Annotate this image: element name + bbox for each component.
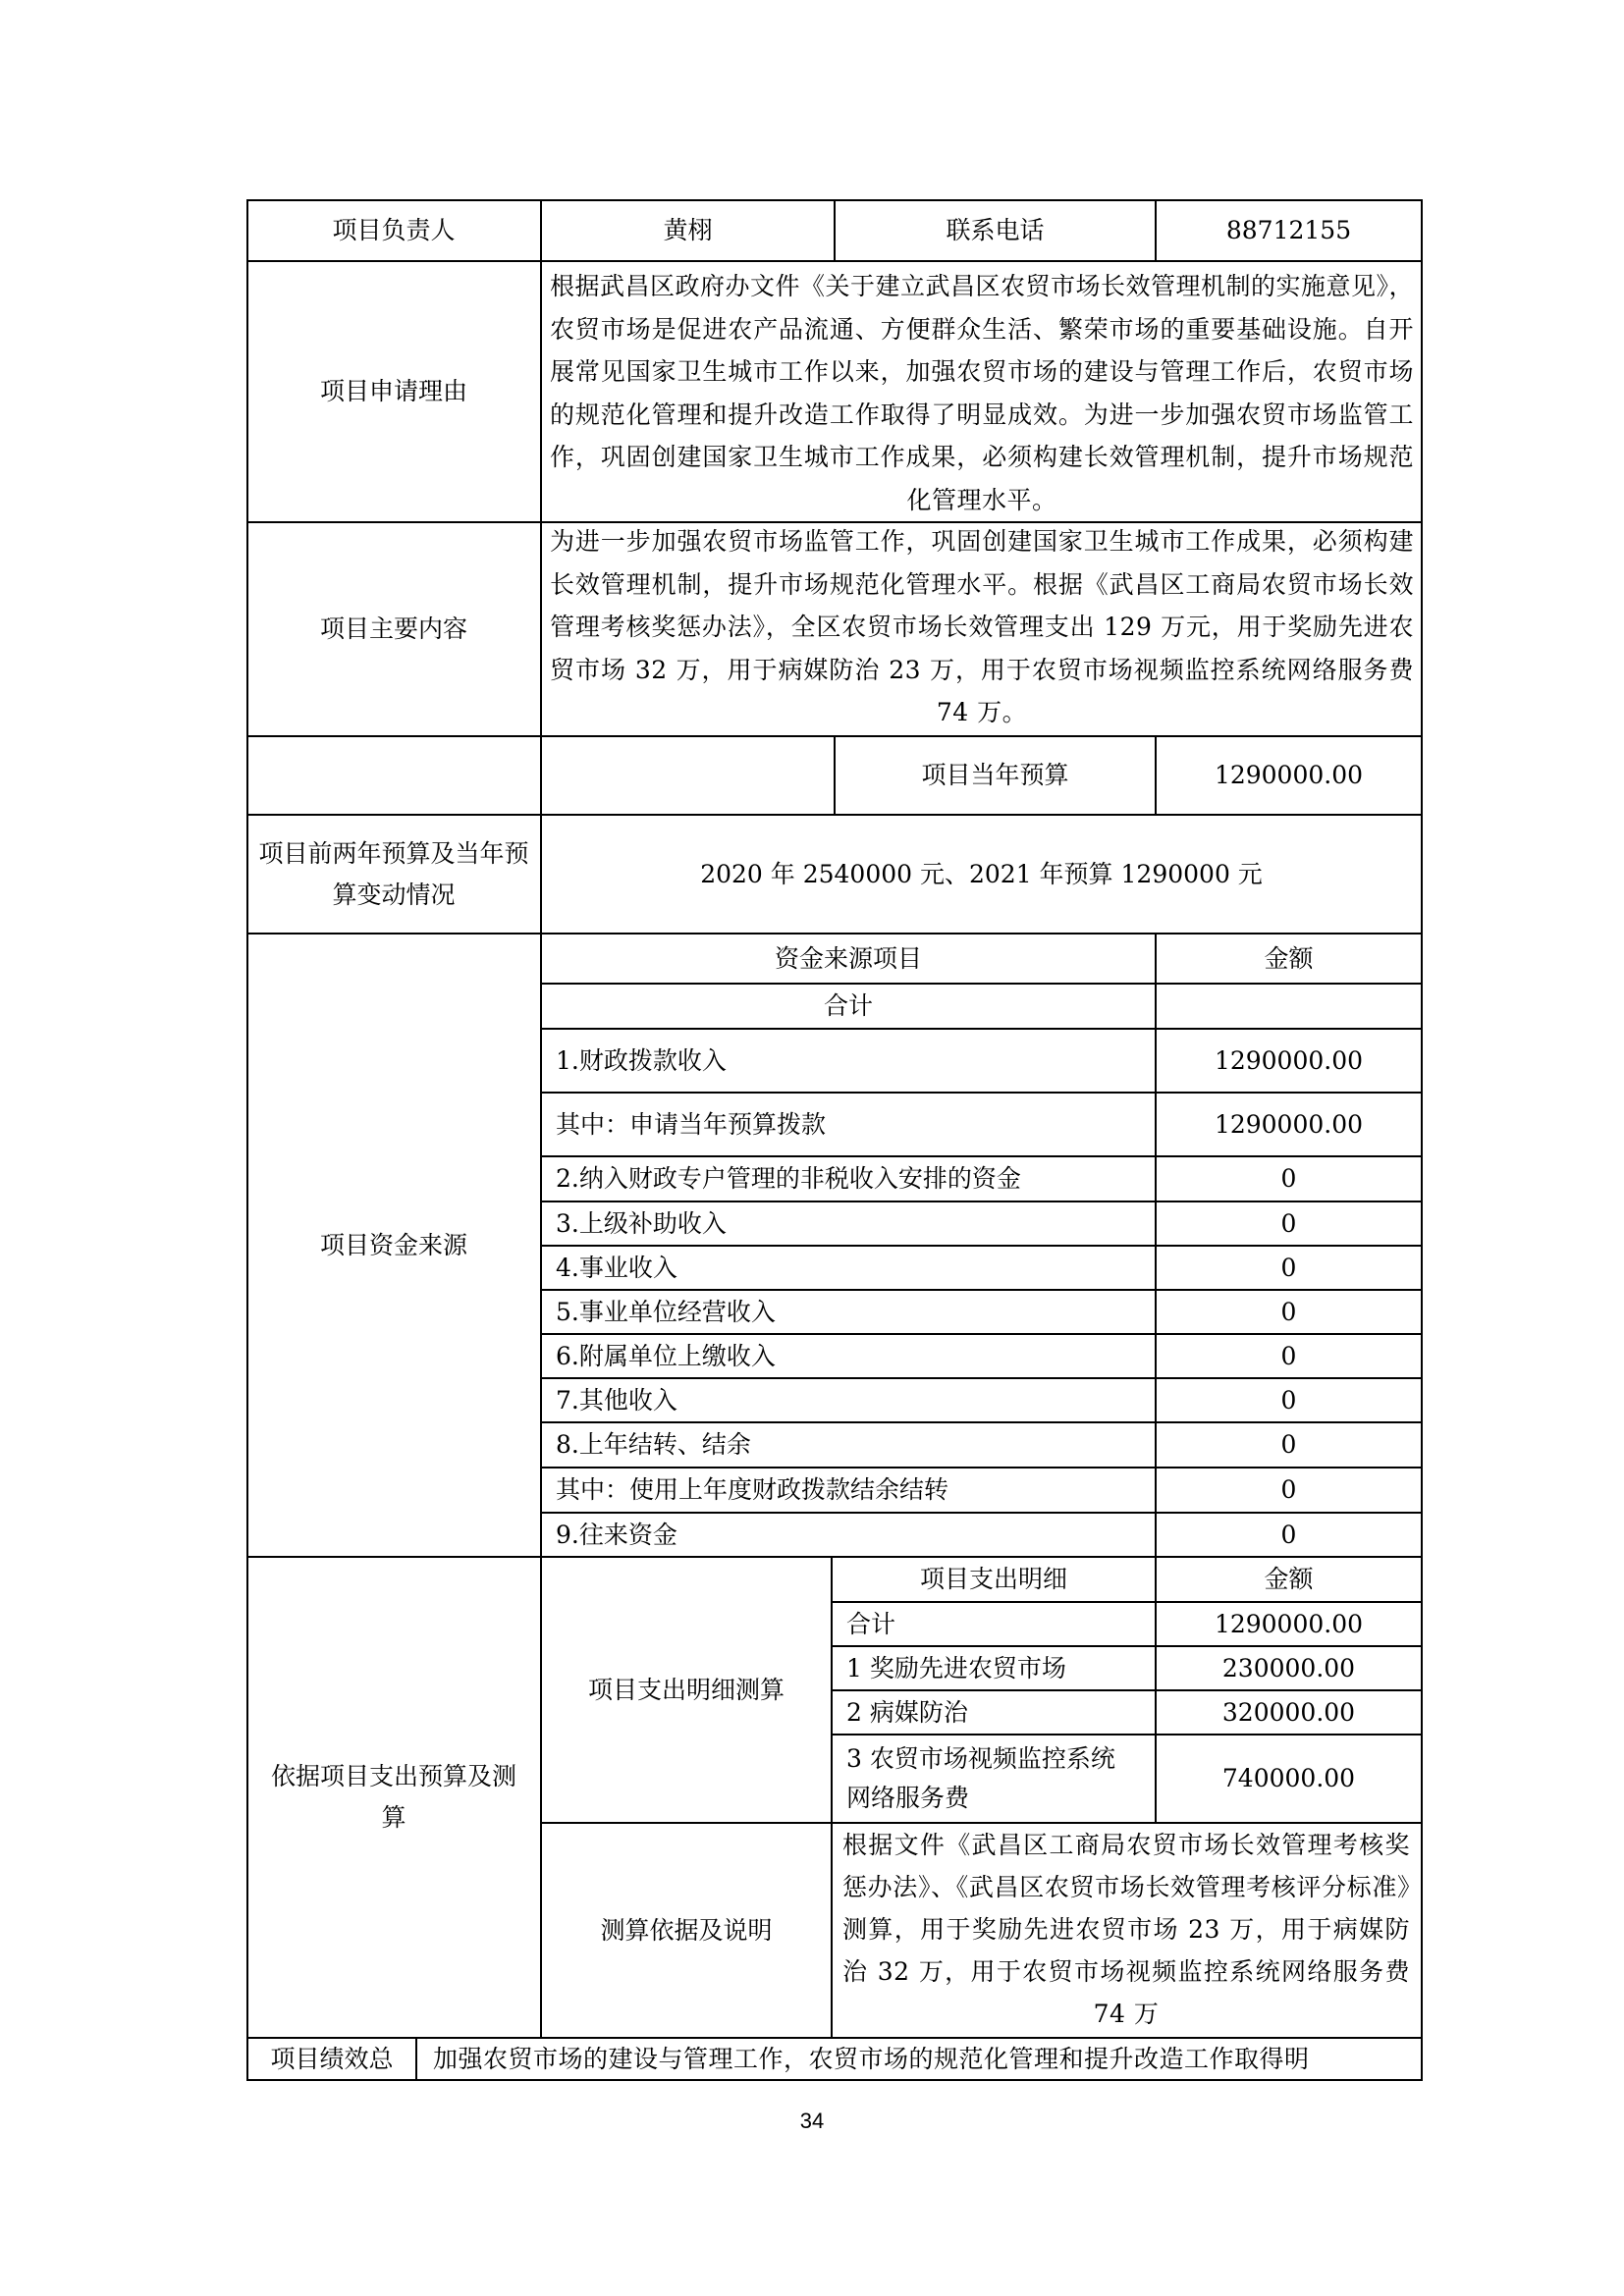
performance-label: 项目绩效总 [270,2044,394,2073]
expense-row-amount: 320000.00 [1221,1697,1356,1727]
funding-row-amount: 0 [1280,1385,1297,1415]
budget-value: 1290000.00 [1214,761,1364,789]
funding-row-amount: 0 [1280,1297,1297,1326]
expense-row-item: 2 病媒防治 [846,1697,968,1727]
funding-row-item: 合计 [823,991,873,1020]
table-border [246,2079,1423,2081]
performance-text: 加强农贸市场的建设与管理工作，农贸市场的规范化管理和提升改造工作取得明 [433,2044,1310,2073]
reason-label: 项目申请理由 [319,377,467,405]
expense-detail-label: 项目支出明细测算 [587,1675,785,1704]
leader-name: 黄栩 [663,216,713,244]
expense-row-amount: 230000.00 [1221,1653,1356,1682]
funding-row-amount: 0 [1280,1341,1297,1370]
reason-text: 根据武昌区政府办文件《关于建立武昌区农贸市场长效管理机制的实施意见》，农贸市场是促进农产品流通、方便群众生活、繁荣市场的重要基础设施。自开展常见国家卫生城市工作以来，加强农贸市场的建设与管理工作后，农贸市场的规范化管理和提升改造工作取得了明显成效。为进一步加强农贸市场监管工作，巩固创建国家卫生城市工作成果，必须构建长效管理机制，提升市场规范化管理水平。 [550,272,1415,514]
table-border [1421,199,1423,2081]
basis-text: 根据文件《武昌区工商局农贸市场长效管理考核奖惩办法》、《武昌区农贸市场长效管理考核评分标准》测算，用于奖励先进农贸市场 23 万，用于病媒防治 32 万，用于农贸市场视频监控系统网络服务费 74 万 [842,1831,1410,2028]
funding-row-amount: 0 [1280,1253,1297,1282]
funding-row-item: 8.上年结转、结余 [556,1430,751,1459]
funding-row-item: 9.往来资金 [556,1520,677,1549]
content-text: 为进一步加强农贸市场监管工作，巩固创建国家卫生城市工作成果，必须构建长效管理机制，提升市场规范化管理水平。根据《武昌区工商局农贸市场长效管理考核奖惩办法》，全区农贸市场长效管理支出 129 万元，用于奖励先进农贸市场 32 万，用于病媒防治 23 万，用于农贸市场视频监控系统网络服务费 74 万。 [550,527,1414,726]
funding-row-amount: 0 [1280,1164,1297,1193]
expense-col-item: 项目支出明细 [919,1565,1067,1593]
funding-row-item: 5.事业单位经营收入 [556,1297,776,1326]
funding-col-item: 资金来源项目 [774,943,922,973]
content-label: 项目主要内容 [319,614,467,643]
funding-row-item: 6.附属单位上缴收入 [556,1341,776,1370]
funding-row-amount: 0 [1280,1520,1297,1549]
funding-row-item: 4.事业收入 [556,1253,677,1282]
funding-row-item: 1.财政拨款收入 [556,1045,727,1075]
funding-label: 项目资金来源 [319,1230,467,1259]
funding-row-item: 2.纳入财政专户管理的非税收入安排的资金 [556,1164,1021,1193]
page-number: 34 [799,2109,825,2133]
expense-label: 依据项目支出预算及测算 [270,1762,516,1832]
funding-row-amount: 0 [1280,1475,1297,1504]
funding-row-item: 其中：使用上年度财政拨款结余结转 [556,1475,949,1504]
basis-label: 测算依据及说明 [600,1915,773,1945]
change-text: 2020 年 2540000 元、2021 年预算 1290000 元 [700,859,1263,888]
funding-row-item: 3.上级补助收入 [556,1208,727,1238]
expense-row-amount: 740000.00 [1221,1764,1356,1792]
funding-row-amount: 0 [1280,1430,1297,1459]
funding-row-item: 其中：申请当年预算拨款 [556,1109,827,1139]
change-label: 项目前两年预算及当年预算变动情况 [258,838,529,909]
funding-row-amount [1157,985,1421,1028]
expense-row-amount: 1290000.00 [1214,1609,1364,1638]
expense-col-amount: 金额 [1264,1565,1314,1593]
expense-row-item: 合计 [846,1609,896,1638]
funding-row-amount: 0 [1280,1208,1297,1238]
budget-label: 项目当年预算 [921,761,1069,789]
funding-row-item: 7.其他收入 [556,1385,677,1415]
funding-col-amount: 金额 [1264,943,1314,973]
funding-row-amount: 1290000.00 [1214,1045,1364,1075]
phone-label: 联系电话 [946,216,1045,244]
funding-row-amount: 1290000.00 [1214,1109,1364,1139]
expense-row-item: 1 奖励先进农贸市场 [846,1653,1066,1682]
expense-row-item: 3 农贸市场视频监控系统网络服务费 [846,1744,1115,1812]
leader-label: 项目负责人 [332,216,456,244]
phone-value: 88712155 [1225,216,1352,244]
